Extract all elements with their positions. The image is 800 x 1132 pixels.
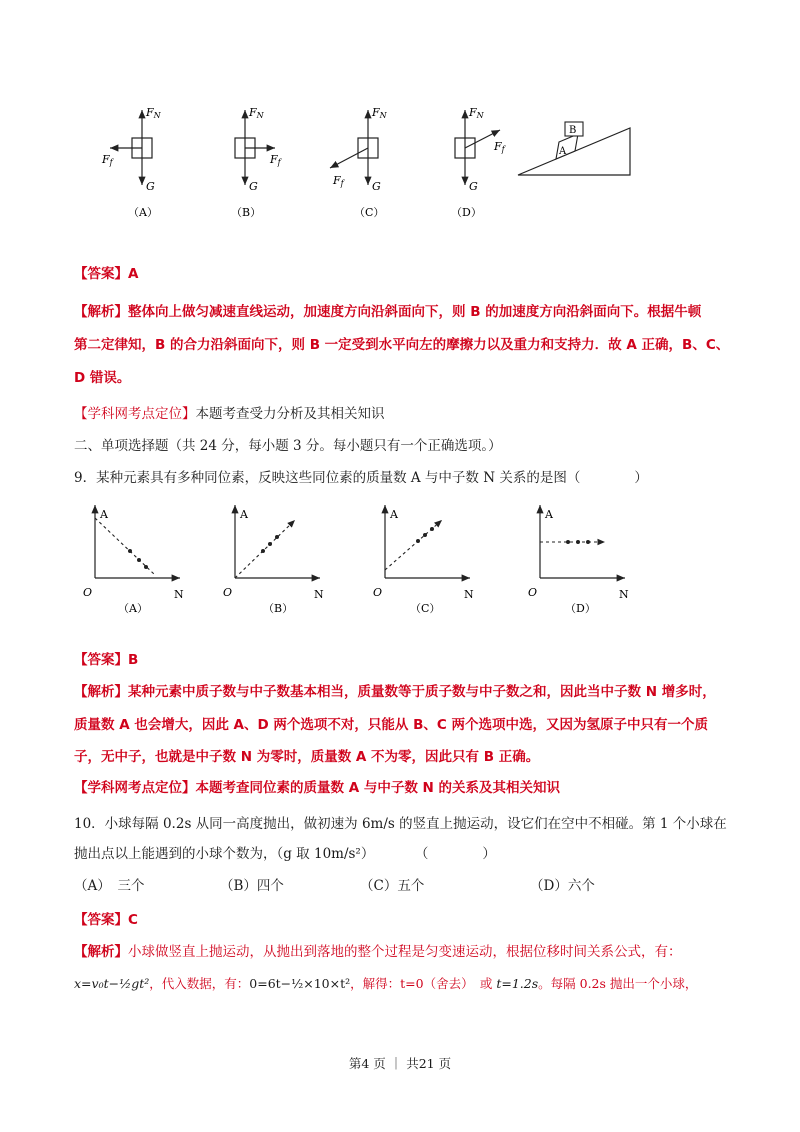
svg-text:（A）: （A） — [128, 206, 158, 219]
svg-text:A: A — [545, 508, 553, 521]
q8-analysis-line-2: 第二定律知，B 的合力沿斜面向下，则 B 一定受到水平向左的摩擦力以及重力和支持力．故 A 正确，B、C、 — [74, 337, 730, 353]
force-diagram-a — [101, 106, 162, 193]
q9-graphs — [80, 500, 640, 625]
svg-text:（D）: （D） — [451, 206, 482, 219]
q8-knowledge-point: 【学科网考点定位】本题考查受力分析及其相关知识 — [74, 406, 385, 422]
svg-text:Ff: Ff — [494, 140, 505, 154]
svg-text:G: G — [249, 180, 258, 193]
q10-answer: 【答案】C — [74, 912, 138, 928]
svg-text:B: B — [569, 125, 577, 136]
svg-text:Ff: Ff — [333, 174, 344, 188]
svg-text:（D）: （D） — [565, 602, 596, 615]
svg-text:N: N — [464, 588, 474, 601]
q8-analysis-line-3: D 错误。 — [74, 370, 131, 386]
svg-text:Ff: Ff — [102, 153, 113, 167]
svg-text:FN: FN — [146, 106, 161, 120]
force-diagram-d — [455, 106, 507, 193]
svg-text:FN: FN — [469, 106, 484, 120]
svg-text:A: A — [559, 146, 567, 157]
q9-answer: 【答案】B — [74, 652, 139, 668]
svg-text:O: O — [83, 586, 93, 599]
svg-text:（C）: （C） — [354, 206, 385, 219]
svg-text:O: O — [223, 586, 233, 599]
svg-text:（C）: （C） — [410, 602, 441, 615]
q9-analysis-line-2: 质量数 A 也会增大，因此 A、D 两个选项不对，只能从 B、C 两个选项中选，又因为氢原子中只有一个质 — [74, 717, 708, 733]
svg-text:FN: FN — [249, 106, 264, 120]
svg-text:O: O — [528, 586, 538, 599]
force-diagram-c — [330, 106, 388, 193]
svg-text:O: O — [373, 586, 383, 599]
formula-substituted: 0=6t−½×10×t² — [249, 976, 351, 991]
q9-analysis-line-1: 【解析】某种元素中质子数与中子数基本相当，质量数等于质子数与中子数之和，因此当中子数 N 增多时， — [74, 684, 716, 700]
q10-option-b: （B）四个 — [220, 878, 284, 894]
q10-option-d: （D）六个 — [530, 878, 595, 894]
formula-solution: t=1.2s — [496, 976, 539, 991]
q10-analysis-line-2: x=v₀t−½gt²，代入数据，有：0=6t−½×10×t²，解得：t=0（舍去） 或 t=1.2s。每隔 0.2s 抛出一个小球， — [74, 976, 698, 991]
section-heading: 二、单项选择题（共 24 分，每小题 3 分。每小题只有一个正确选项。） — [74, 438, 502, 454]
svg-text:N: N — [174, 588, 184, 601]
svg-text:FN: FN — [372, 106, 387, 120]
q8-answer: 【答案】A — [74, 266, 139, 282]
incline-diagram — [518, 122, 630, 175]
q10-option-c: （C）五个 — [360, 878, 425, 894]
q8-analysis-line-1: 【解析】整体向上做匀减速直线运动，加速度方向沿斜面向下，则 B 的加速度方向沿斜面向下。根据牛顿 — [74, 304, 702, 320]
svg-text:A: A — [390, 508, 398, 521]
svg-text:N: N — [314, 588, 324, 601]
q9-knowledge-point: 【学科网考点定位】本题考查同位素的质量数 A 与中子数 N 的关系及其相关知识 — [74, 780, 561, 796]
q9-stem: 9．某种元素具有多种同位素，反映这些同位素的质量数 A 与中子数 N 关系的是图（ ） — [74, 470, 648, 486]
q10-stem-line-1: 10．小球每隔 0.2s 从同一高度抛出，做初速为 6m/s 的竖直上抛运动，设它们在空中不相碰。第 1 个小球在 — [74, 816, 727, 832]
svg-text:（B）: （B） — [263, 602, 294, 615]
svg-text:（B）: （B） — [231, 206, 262, 219]
q9-graph-a — [83, 505, 184, 615]
q9-graph-c — [373, 505, 474, 615]
svg-text:A: A — [100, 508, 108, 521]
q9-graph-b — [223, 505, 324, 615]
svg-text:（A）: （A） — [118, 602, 148, 615]
force-diagram-b — [235, 106, 283, 193]
q10-option-a: （A） 三个 — [74, 878, 145, 894]
svg-text:G: G — [372, 180, 381, 193]
svg-text:Ff: Ff — [270, 153, 281, 167]
q10-stem-line-2: 抛出点以上能遇到的小球个数为，（g 取 10m/s²） （ ） — [74, 846, 496, 862]
formula-displacement: x=v₀t−½gt² — [74, 976, 150, 991]
q9-analysis-line-3: 子，无中子，也就是中子数 N 为零时，质量数 A 不为零，因此只有 B 正确。 — [74, 749, 540, 765]
force-diagrams — [90, 100, 650, 230]
svg-text:G: G — [146, 180, 155, 193]
q10-analysis-line-1: 【解析】小球做竖直上抛运动，从抛出到落地的整个过程是匀变速运动，根据位移时间关系公式，有： — [74, 944, 682, 960]
svg-text:G: G — [469, 180, 478, 193]
page-footer: 第4 页 ｜ 共21 页 — [348, 1056, 452, 1071]
svg-text:A: A — [240, 508, 248, 521]
svg-text:N: N — [619, 588, 629, 601]
q9-graph-d — [528, 505, 629, 615]
